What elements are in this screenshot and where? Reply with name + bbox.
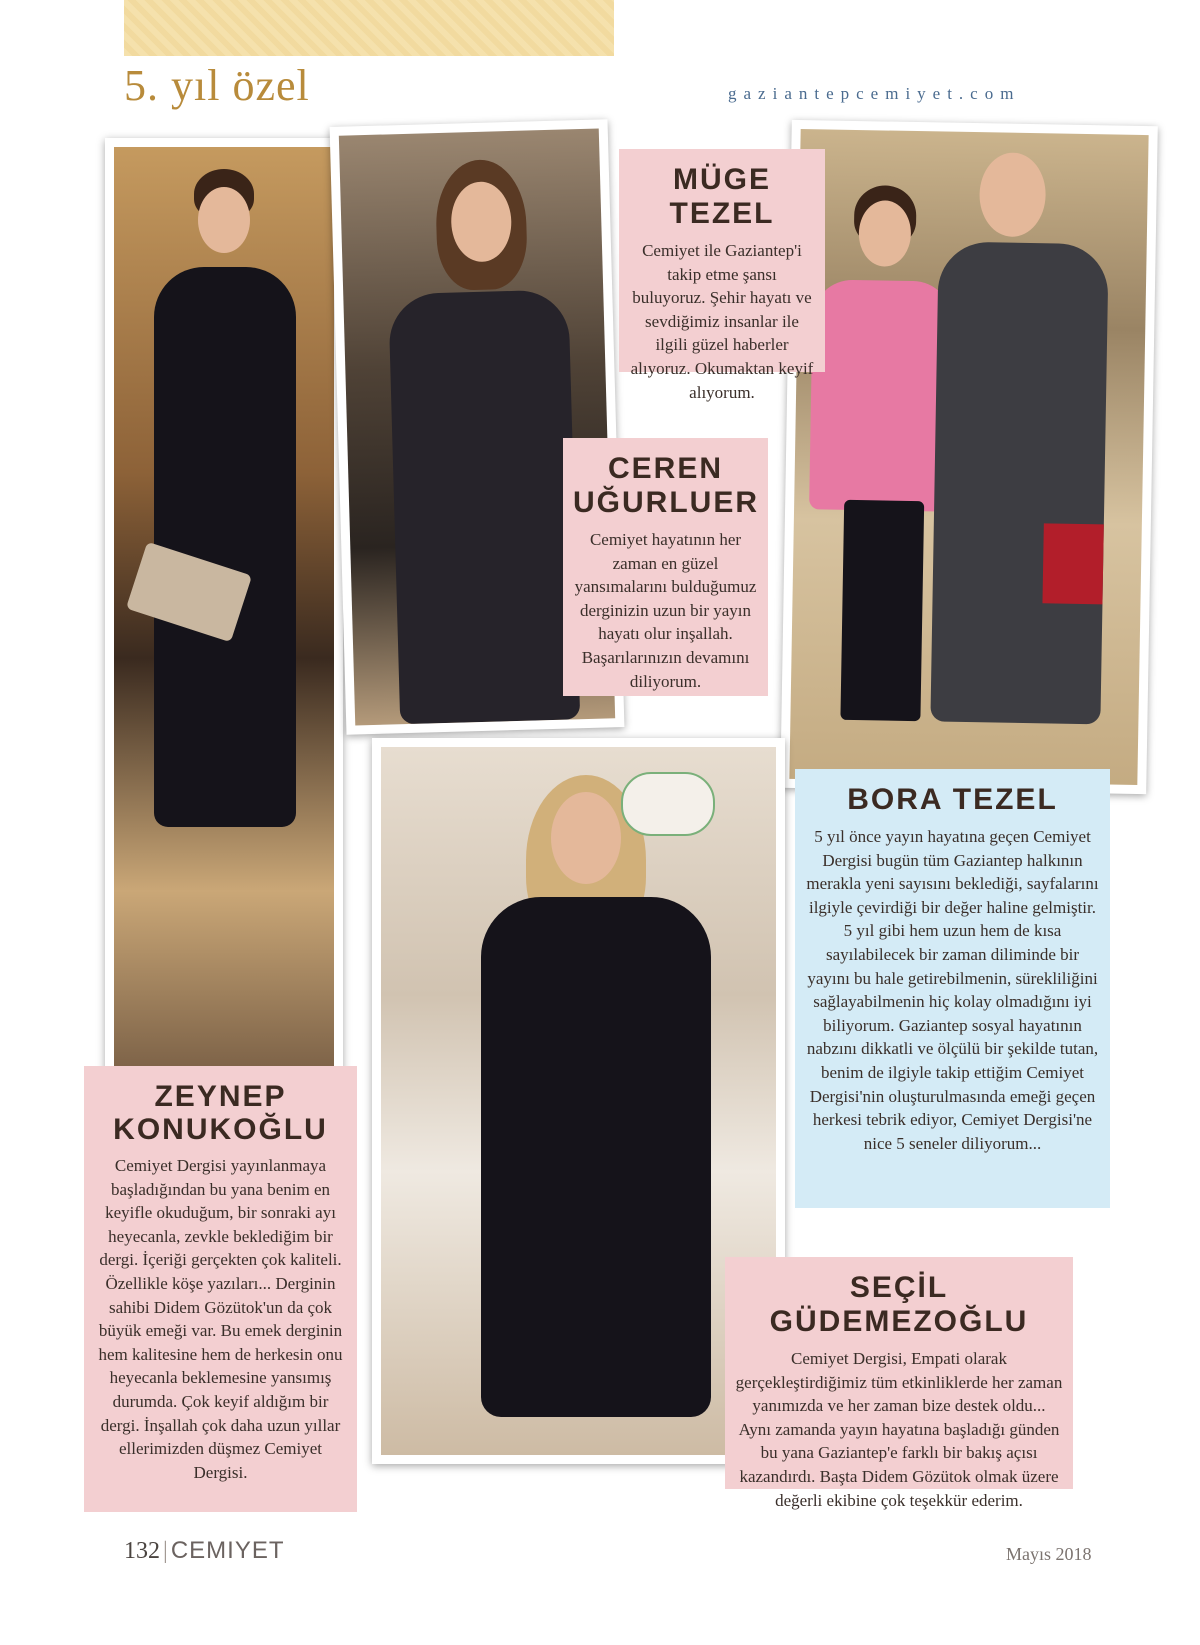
figure-head — [551, 792, 621, 884]
photo-zeynep-konukoglu — [105, 138, 343, 1086]
caption-secil-gudemezoglu — [725, 1257, 1073, 1510]
caption-zeynep-konukoglu — [84, 1066, 357, 1512]
figure-body — [388, 289, 580, 724]
quote-text: Cemiyet Dergisi yayınlanmaya başladığından bu yana benim en keyifle okuduğum, bir sonraki ayı heyecanla, zevkle beklediğim bir dergi. İçeriği gerçekten çok kaliteli. Özellikle köşe yazıları... Derginin sahibi Didem Gözütok'un da çok büyük emeği var. Bu emek derginin hem kalitesine hem de herkesin onu heyecanla beklemesine yansımış durumda. Çok keyif aldığım bir dergi. İnşallah çok daha uzun yıllar ellerimizden düşmez Cemiyet Dergisi. — [98, 1156, 343, 1482]
issue-date: Mayıs 2018 — [1006, 1544, 1092, 1564]
figure-legs — [840, 500, 924, 721]
figure-head-man — [979, 152, 1046, 237]
caption-ceren-ugurluer — [563, 438, 768, 696]
folio-separator: | — [163, 1538, 168, 1564]
photo-image — [381, 747, 776, 1455]
header-pattern-band — [124, 0, 614, 56]
footer-folio — [124, 1537, 285, 1565]
caption-bora-tezel — [795, 769, 1110, 1208]
person-name: MÜGE TEZEL — [669, 163, 775, 230]
quote-text: Cemiyet hayatının her zaman en güzel yansımalarını bulduğumuz derginizin uzun bir yayın hayatı olur inşallah. Başarılarınızın devamını diliyorum. — [574, 530, 757, 691]
section-title: 5. yıl özel — [124, 61, 310, 110]
figure-top — [809, 279, 953, 511]
person-name: CEREN UĞURLUER — [573, 452, 759, 519]
photo-muge-bora-tezel — [780, 120, 1158, 794]
person-name: ZEYNEP KONUKOĞLU — [113, 1080, 328, 1146]
figure-head — [858, 200, 911, 267]
photo-image — [114, 147, 334, 1077]
figure-body — [481, 897, 711, 1417]
person-name: SEÇİL GÜDEMEZOĞLU — [769, 1271, 1029, 1338]
quote-text: Cemiyet ile Gaziantep'i takip etme şansı buluyoruz. Şehir hayatı ve sevdiğimiz insanlar ile ilgili güzel haberler alıyoruz. Okumaktan keyif alıyorum. — [630, 241, 814, 402]
name-sign — [621, 772, 715, 836]
magazine-brand: CEMIYET — [170, 1537, 285, 1564]
site-url: gaziantepcemiyet.com — [728, 84, 1021, 103]
quote-text: Cemiyet Dergisi, Empati olarak gerçekleştirdiğimiz tüm etkinliklerde her zaman yanımızda ve her zaman bize destek oldu... Aynı zamanda yayın hayatına başladığı günden bu yana Gaziantep'e farklı bir bakış açısı kazandırdı. Başta Didem Gözütok olmak üzere değerli ekibine çok teşekkür ederim. — [735, 1349, 1063, 1510]
quote-text: 5 yıl önce yayın hayatına geçen Cemiyet Dergisi bugün tüm Gaziantep halkının merakla yeni sayısını beklediği, sayfalarını ilgiyle çevirdiği bir değer haline gelmiştir. 5 yıl gibi hem uzun hem de kısa sayılabilecek bir zaman diliminde bir yayını bu hale getirebilmenin, sürekliliğini sağlayabilmenin hiç kolay olmadığını iyi biliyorum. Gaziantep sosyal hayatının nabzını dikkatli ve ölçülü bir şekilde tutan, benim de ilgiyle takip ettiğim Cemiyet Dergisi'nin oluşturulmasında emeği geçen herkesi tebrik ediyor, Cemiyet Dergisi'ne nice 5 seneler diliyorum... — [806, 827, 1099, 1153]
caption-muge-tezel — [619, 149, 825, 402]
figure-body — [154, 267, 296, 827]
figure-body-man — [930, 241, 1108, 724]
figure-head — [198, 187, 250, 253]
photo-image — [789, 129, 1148, 785]
person-name: BORA TEZEL — [847, 783, 1058, 816]
photo-secil-gudemezoglu — [372, 738, 785, 1464]
gift-bag — [1042, 523, 1103, 604]
page-number: 132 — [124, 1538, 160, 1564]
